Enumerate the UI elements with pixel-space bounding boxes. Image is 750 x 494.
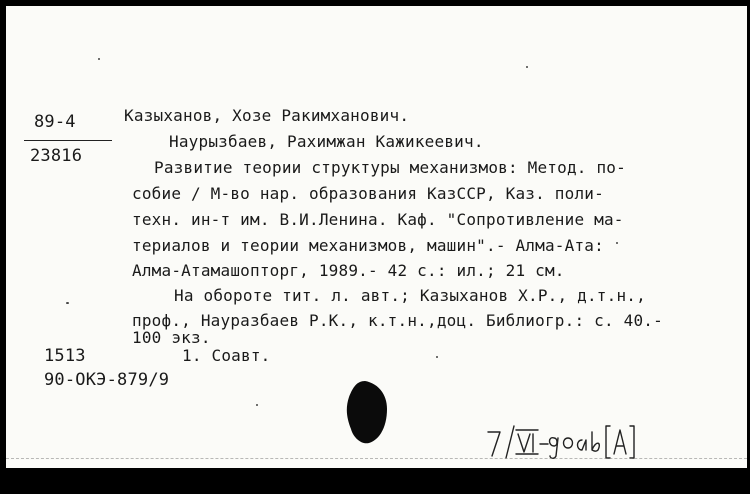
coauthor-line: Наурызбаев, Рахимжан Кажикеевич. bbox=[169, 132, 484, 151]
card-bottom-edge bbox=[6, 458, 747, 459]
note-line: 100 экз. bbox=[132, 328, 211, 347]
note-line: проф., Науразбаев Р.К., к.т.н.,доц. Библиогр.: с. 40.- bbox=[132, 311, 663, 330]
description-line: техн. ин-т им. В.И.Ленина. Каф. "Сопротивление ма- bbox=[132, 210, 624, 229]
description-line: Алма-Атамашопторг, 1989.- 42 с.: ил.; 21 см. bbox=[132, 261, 565, 280]
catalog-card bbox=[6, 6, 747, 468]
description-line: собие / М-во нар. образования КазССР, Каз. поли- bbox=[132, 184, 604, 203]
call-number-top: 89-4 bbox=[34, 112, 76, 132]
ink-blot bbox=[343, 379, 389, 445]
handwritten-note bbox=[484, 422, 654, 462]
author-heading: Казыханов, Хозе Ракимханович. bbox=[124, 106, 410, 125]
order-number: 90-ОКЭ-879/9 bbox=[44, 370, 170, 390]
call-number-divider bbox=[24, 140, 112, 141]
note-line: На обороте тит. л. авт.; Казыханов Х.Р., д.т.н., bbox=[174, 286, 646, 305]
tracing: 1. Соавт. bbox=[182, 346, 271, 365]
description-line: Развитие теории структуры механизмов: Метод. по- bbox=[154, 158, 626, 177]
call-number-bottom: 23816 bbox=[30, 146, 83, 166]
description-line: териалов и теории механизмов, машин".- Алма-Ата: bbox=[132, 236, 604, 255]
department-code: 1513 bbox=[44, 346, 86, 366]
